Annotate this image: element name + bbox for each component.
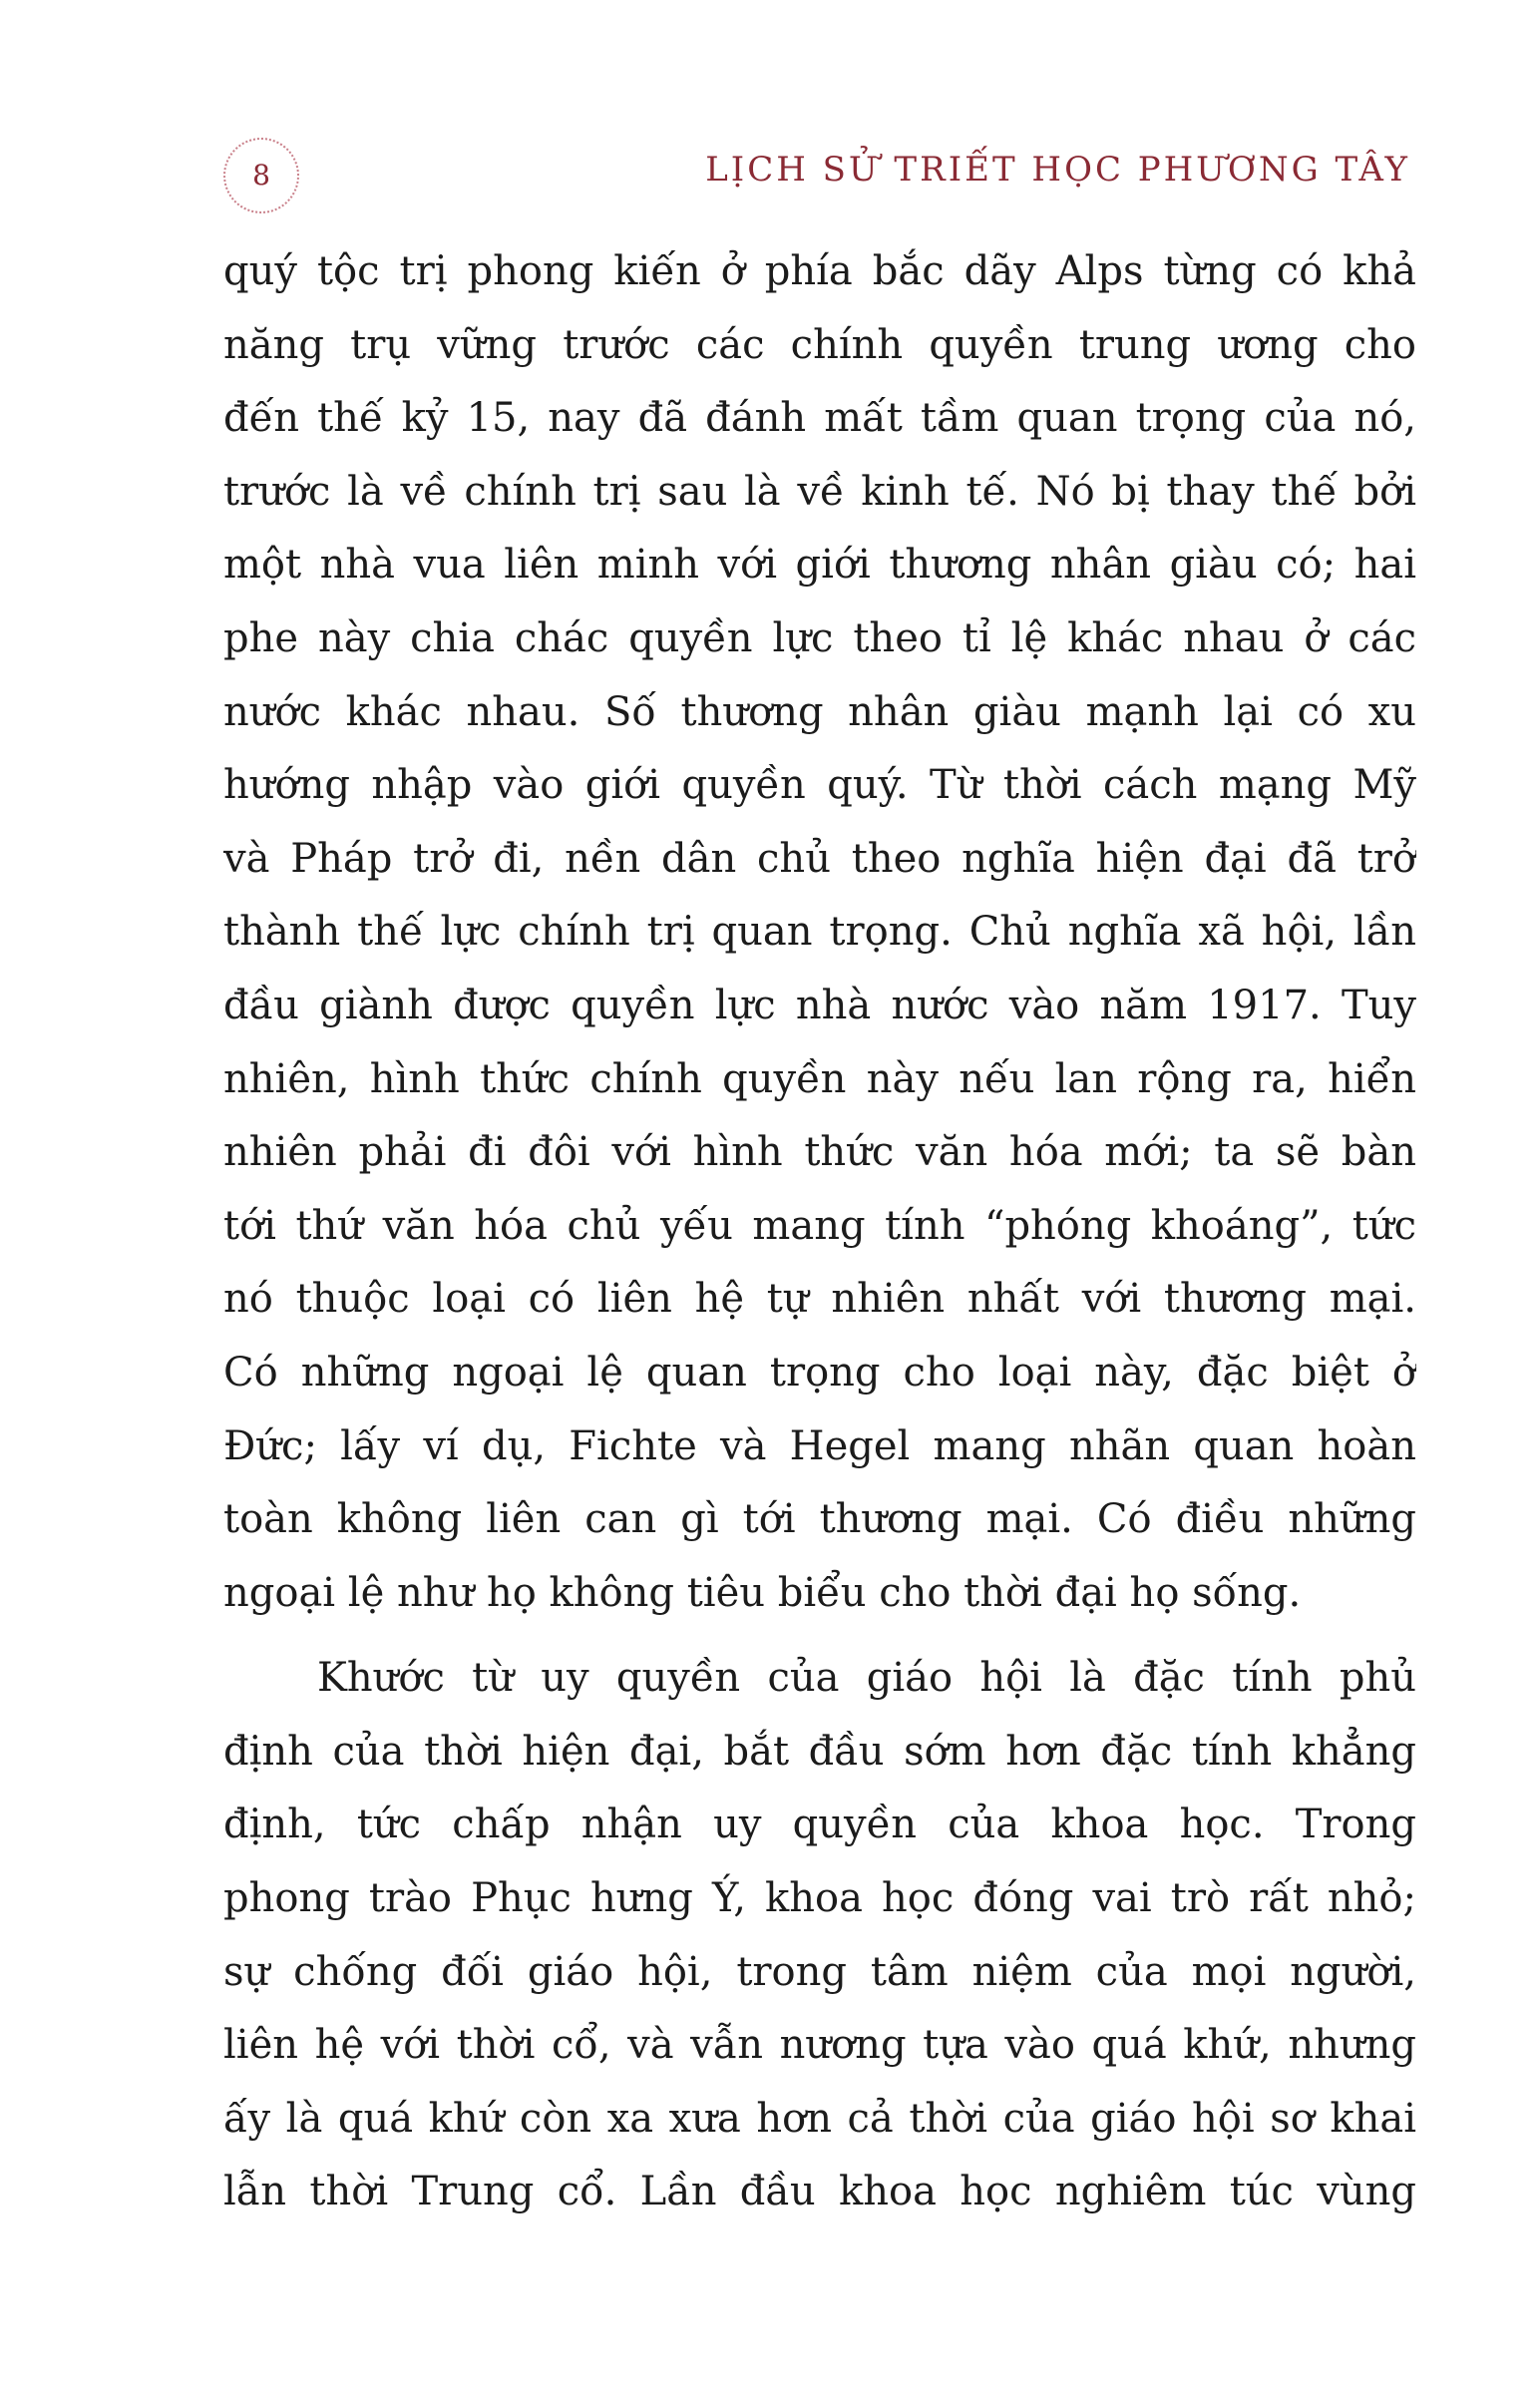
text-line: định của thời hiện đại, bắt đầu sớm hơn đặc tính khẳng	[223, 1728, 1416, 1775]
text-line: ngoại lệ như họ không tiêu biểu cho thời đại họ sống.	[223, 1569, 1302, 1616]
page-number-badge	[223, 138, 299, 213]
text-line: nhiên, hình thức chính quyền này nếu lan rộng ra, hiển	[223, 1055, 1416, 1102]
text-line: và Pháp trở đi, nền dân chủ theo nghĩa hiện đại đã trở	[223, 835, 1416, 882]
text-line: thành thế lực chính trị quan trọng. Chủ nghĩa xã hội, lần	[223, 909, 1416, 956]
text-line: đến thế kỷ 15, nay đã đánh mất tầm quan trọng của nó,	[223, 395, 1416, 442]
paragraph-2	[223, 1642, 1416, 2229]
text-line: định, tức chấp nhận uy quyền của khoa học. Trong	[223, 1802, 1416, 1848]
text-line: nước khác nhau. Số thương nhân giàu mạnh lại có xu	[223, 688, 1416, 735]
text-line: quý tộc trị phong kiến ở phía bắc dãy Alps từng có khả	[223, 248, 1416, 294]
text-line: Có những ngoại lệ quan trọng cho loại này, đặc biệt ở	[223, 1349, 1416, 1396]
paragraph-1	[223, 235, 1416, 1630]
text-line: trước là về chính trị sau là về kinh tế. Nó bị thay thế bởi	[223, 468, 1416, 515]
text-line: liên hệ với thời cổ, và vẫn nương tựa vào quá khứ, nhưng	[223, 2022, 1416, 2069]
text-line: đầu giành được quyền lực nhà nước vào năm 1917. Tuy	[223, 982, 1416, 1028]
text-line: năng trụ vững trước các chính quyền trung ương cho	[223, 321, 1416, 368]
text-line: toàn không liên can gì tới thương mại. Có điều những	[223, 1496, 1416, 1543]
text-line: lẫn thời Trung cổ. Lần đầu khoa học nghiêm túc vùng	[223, 2169, 1416, 2215]
page-number: 8	[252, 159, 270, 192]
text-line: tới thứ văn hóa chủ yếu mang tính “phóng khoáng”, tức	[223, 1202, 1416, 1249]
running-head-title: LỊCH SỬ TRIẾT HỌC PHƯƠNG TÂY	[705, 150, 1410, 190]
text-line: phong trào Phục hưng Ý, khoa học đóng vai trò rất nhỏ;	[223, 1875, 1416, 1922]
text-line: sự chống đối giáo hội, trong tâm niệm của mọi người,	[223, 1948, 1416, 1995]
paragraph-spacer	[223, 1630, 1416, 1642]
text-line: hướng nhập vào giới quyền quý. Từ thời cách mạng Mỹ	[223, 762, 1416, 809]
text-line: ấy là quá khứ còn xa xưa hơn cả thời của giáo hội sơ khai	[223, 2095, 1416, 2142]
text-line: nhiên phải đi đôi với hình thức văn hóa mới; ta sẽ bàn	[223, 1129, 1416, 1176]
text-line: một nhà vua liên minh với giới thương nhân giàu có; hai	[223, 542, 1416, 589]
body-text	[223, 235, 1416, 2229]
text-line: nó thuộc loại có liên hệ tự nhiên nhất với thương mại.	[223, 1276, 1416, 1323]
text-line: Đức; lấy ví dụ, Fichte và Hegel mang nhãn quan hoàn	[223, 1422, 1416, 1469]
text-line: Khước từ uy quyền của giáo hội là đặc tính phủ	[317, 1655, 1416, 1702]
text-line: phe này chia chác quyền lực theo tỉ lệ khác nhau ở các	[223, 614, 1416, 661]
